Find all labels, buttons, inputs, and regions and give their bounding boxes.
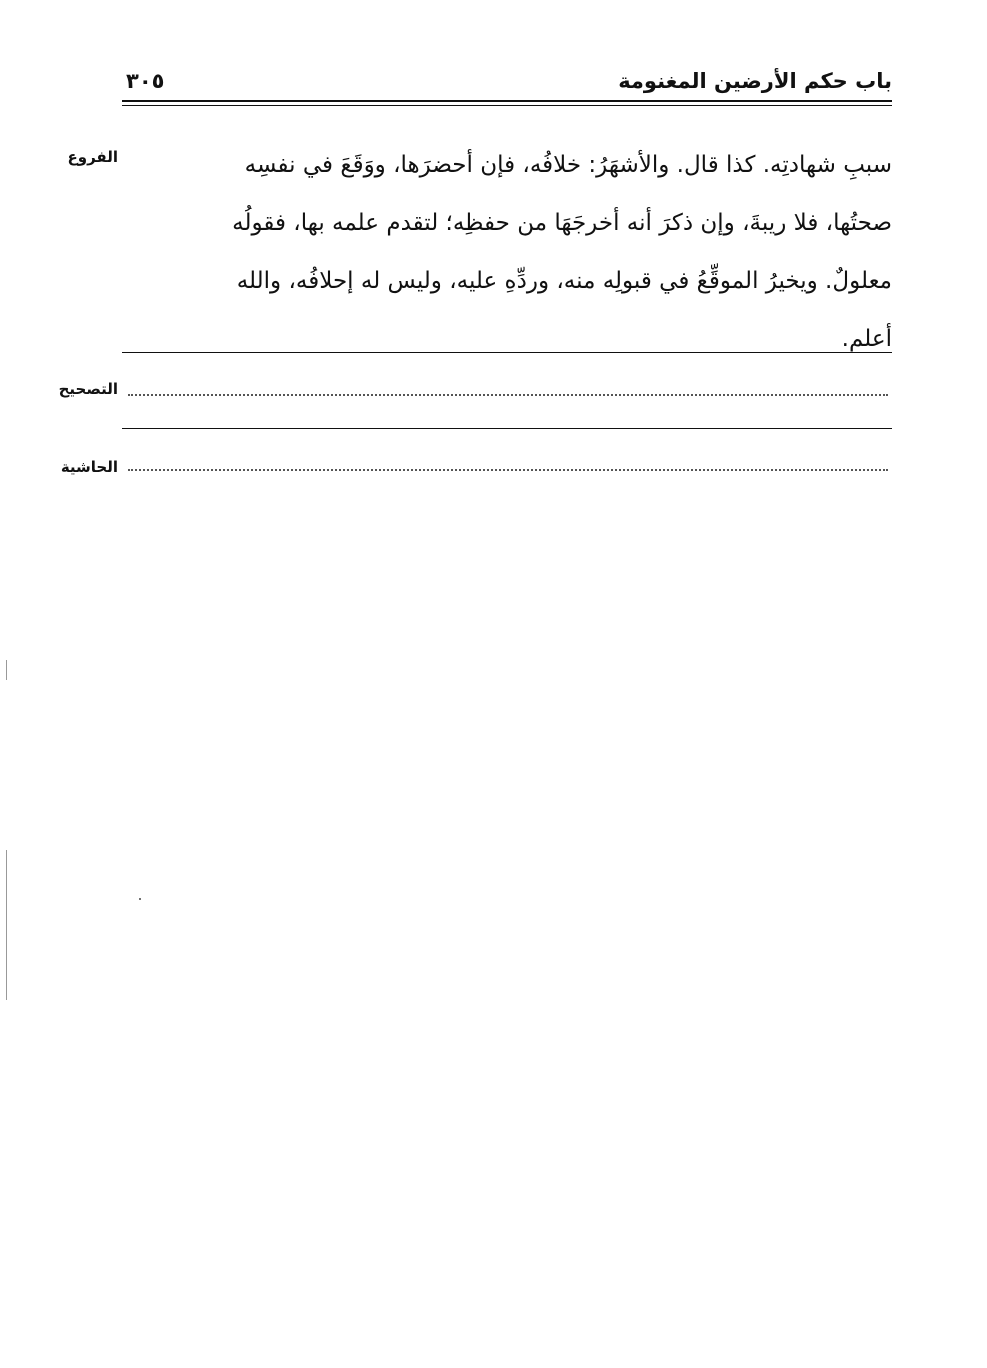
text-line-1: سببِ شهادتِه. كذا قال. والأشهَرُ: خلافُه، فإن أحضرَها، ووَقَعَ في نفسِه [244,152,892,178]
scan-speck [139,898,141,900]
scan-edge-mark [6,660,7,680]
text-line-4: أعلم. [841,326,892,352]
section-label-tashih: التصحيح [58,380,118,398]
header-rule-thick [122,100,892,102]
text-line-2: صحتُها، فلا ريبةَ، وإن ذكرَ أنه أخرجَهَا من حفظِه؛ لتقدم علمه بها، فقولُه [232,210,892,236]
page-number: ٣٠٥ [126,69,165,93]
section-divider-1 [122,352,892,353]
section-label-hashiya: الحاشية [60,458,118,476]
section-label-furu: الفروع [67,148,118,166]
chapter-title: باب حكم الأرضين المغنومة [618,69,892,93]
section-divider-2 [122,428,892,429]
scan-edge-mark [6,850,7,1000]
furu-text-block [122,136,892,368]
text-line-3: معلولٌ. ويخيرُ الموقِّعُ في قبولِه منه، وردِّهِ عليه، وليس له إحلافُه، والله [236,268,892,294]
tashih-dotted-line [128,394,888,396]
running-header [122,66,892,100]
header-rule-thin [122,105,892,106]
hashiya-dotted-line [128,469,888,471]
